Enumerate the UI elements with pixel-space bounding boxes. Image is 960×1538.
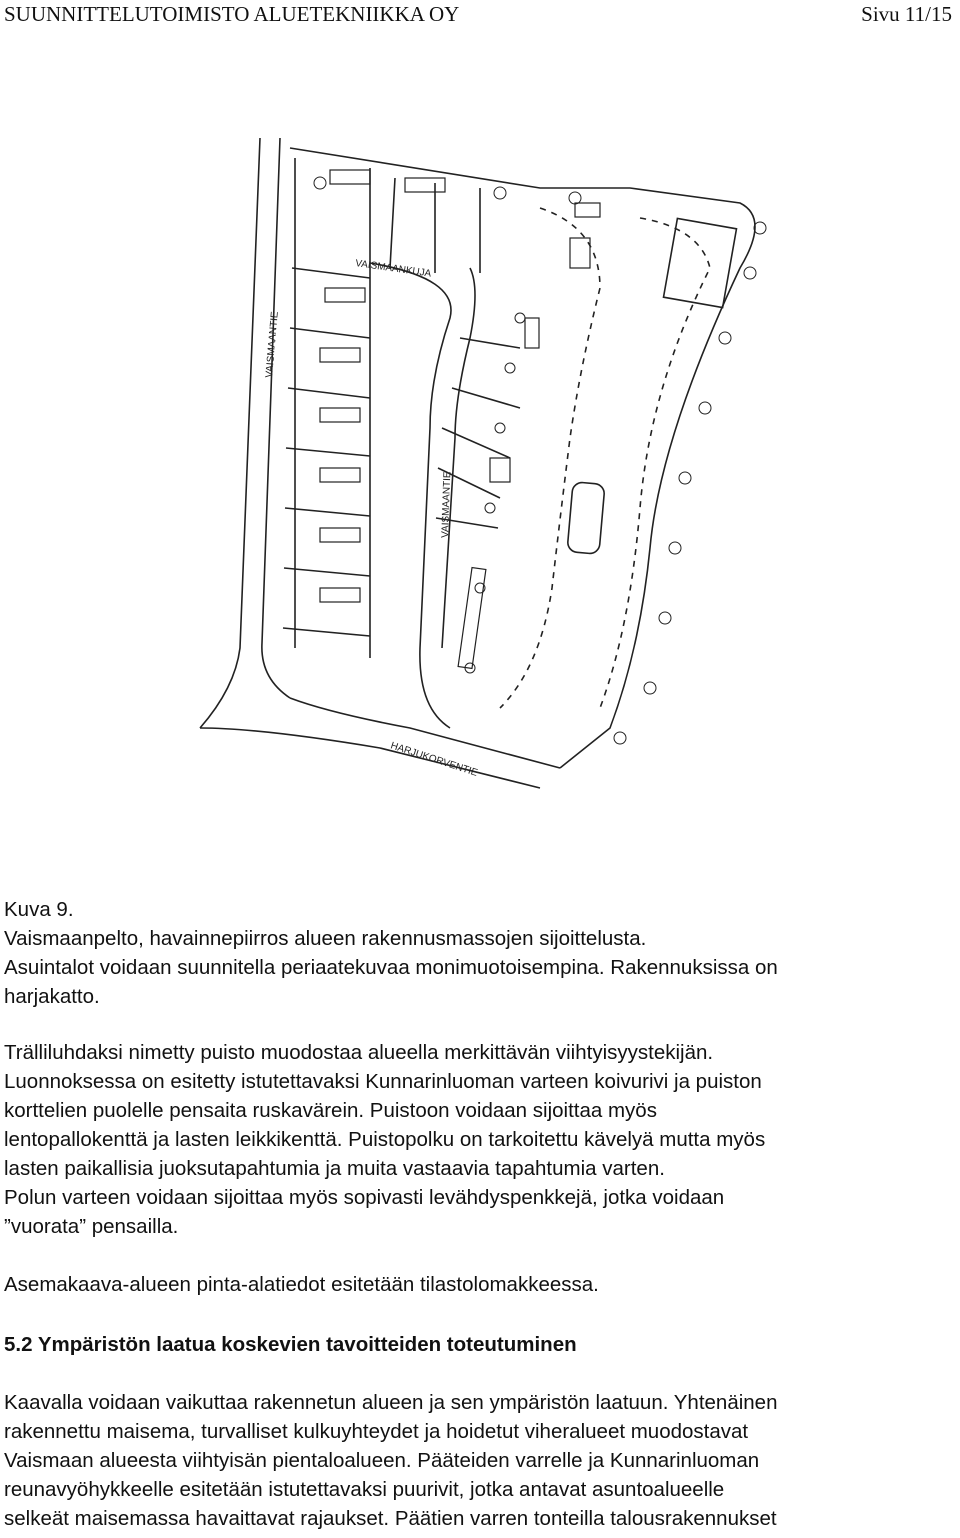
caption-line: Vaismaanpelto, havainnepiirros alueen rakennusmassojen sijoittelusta. [4,927,647,950]
residential-block-outline [290,148,755,768]
street-label-1: VAISMAANTIE [264,311,281,379]
paragraph-line: reunavyöhykkeelle esitetään istutettavaksi puurivit, jotka antavat asuntoalueelle [4,1478,725,1501]
paragraph-line: ”vuorata” pensailla. [4,1215,179,1238]
paragraph-line: Trälliluhdaksi nimetty puisto muodostaa alueella merkittävän viihtyisyystekijän. [4,1041,714,1064]
street-label-4: HARJUKORVENTIE [389,740,479,779]
caption-line: harjakatto. [4,985,100,1008]
caption-line: Asuintalot voidaan suunnitella periaatekuvaa monimuotoisempina. Rakennuksissa on [4,956,778,979]
main-road-left-edge [200,138,260,728]
figure-caption [4,895,956,1011]
section-heading: 5.2 Ympäristön laatua koskevien tavoitteiden toteutuminen [4,1333,577,1356]
paragraph-line: rakennettu maisema, turvalliset kulkuyhteydet ja hoidetut viheralueet muodostavat [4,1420,749,1443]
paragraph-line: Luonnoksessa on esitetty istutettavaksi Kunnarinluoman varteen koivurivi ja puiston [4,1070,762,1093]
bottom-road-edge [200,728,540,788]
paragraph-line: Kaavalla voidaan vaikuttaa rakennetun alueen ja sen ympäristön laatuun. Yhtenäinen [4,1391,778,1414]
paragraph-line: selkeät maisemassa havaittavat rajaukset. Päätien varren tonteilla talousrakennukset [4,1507,777,1530]
main-road-right-edge [262,138,290,698]
street-label-3: VAISMAANTIE [440,471,454,539]
site-plan-sketch [180,88,820,888]
volleyball-court [664,218,737,307]
park-path [500,208,600,708]
company-name: SUUNNITTELUTOIMISTO ALUETEKNIIKKA OY [4,2,460,26]
paragraph-line: Vaismaan alueesta viihtyisän pientaloalueen. Pääteiden varrelle ja Kunnarinluoman [4,1449,760,1472]
paragraph-line: korttelien puolelle pensaita ruskavärein. Puistoon voidaan sijoittaa myös [4,1099,657,1122]
paragraph-environment [4,1388,956,1533]
paragraph-line: Polun varteen voidaan sijoittaa myös sopivasti levähdyspenkkejä, jotka voidaan [4,1186,725,1209]
paragraph-line: lasten paikallisia juoksutapahtumia ja muita vastaavia tapahtumia varten. [4,1157,665,1180]
page-number: Sivu 11/15 [861,2,952,26]
paragraph-park [4,1038,956,1241]
street-label-2: VAISMAANKUJA [354,258,432,280]
inner-street [370,263,454,728]
paragraph-line: lentopallokenttä ja lasten leikkikenttä. Puistopolku on tarkoitettu kävelyä mutta myös [4,1128,766,1151]
page-header [4,2,952,28]
paragraph-statistics: Asemakaava-alueen pinta-alatiedot esitetään tilastolomakkeessa. [4,1273,599,1296]
caption-line: Kuva 9. [4,898,74,921]
playground [567,482,605,555]
